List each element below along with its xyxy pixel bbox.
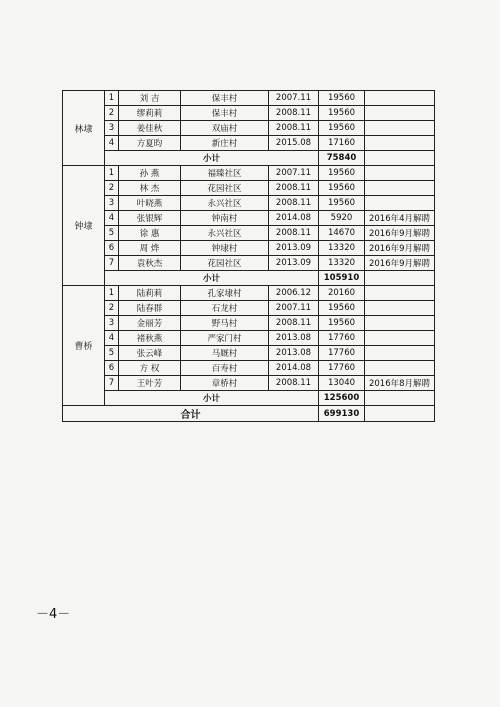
subtotal-value: 75840 — [319, 151, 365, 166]
note-cell — [365, 166, 435, 181]
date-cell: 2008.11 — [269, 376, 319, 391]
note-cell: 2016年8月解聘 — [365, 376, 435, 391]
subtotal-row — [63, 271, 435, 286]
note-cell — [365, 151, 435, 166]
subtotal-label: 小计 — [105, 271, 319, 286]
village-cell: 章桥村 — [181, 376, 269, 391]
row-number-cell: 2 — [105, 106, 119, 121]
table-row — [63, 301, 435, 316]
subtotal-value: 105910 — [319, 271, 365, 286]
date-cell: 2008.11 — [269, 226, 319, 241]
village-cell: 保丰村 — [181, 91, 269, 106]
table-row — [63, 196, 435, 211]
note-cell — [365, 106, 435, 121]
table-row — [63, 166, 435, 181]
village-cell: 永兴社区 — [181, 196, 269, 211]
name-cell: 张云峰 — [119, 346, 181, 361]
amount-cell: 17760 — [319, 361, 365, 376]
name-cell: 褚秋燕 — [119, 331, 181, 346]
note-cell — [365, 301, 435, 316]
date-cell: 2013.09 — [269, 241, 319, 256]
village-cell: 花园社区 — [181, 256, 269, 271]
note-cell: 2016年9月解聘 — [365, 226, 435, 241]
subtotal-row — [63, 391, 435, 406]
date-cell: 2013.08 — [269, 346, 319, 361]
subtotal-label: 小计 — [105, 151, 319, 166]
name-cell: 金丽芳 — [119, 316, 181, 331]
note-cell — [365, 181, 435, 196]
date-cell: 2014.08 — [269, 211, 319, 226]
roster-table — [62, 90, 435, 422]
note-cell — [365, 331, 435, 346]
row-number-cell: 3 — [105, 196, 119, 211]
total-row — [63, 406, 435, 422]
row-number-cell: 2 — [105, 301, 119, 316]
date-cell: 2008.11 — [269, 121, 319, 136]
subtotal-row — [63, 151, 435, 166]
amount-cell: 19560 — [319, 196, 365, 211]
note-cell — [365, 271, 435, 286]
amount-cell: 5920 — [319, 211, 365, 226]
row-number-cell: 1 — [105, 91, 119, 106]
table-row — [63, 181, 435, 196]
village-cell: 钟埭村 — [181, 241, 269, 256]
name-cell: 徐 惠 — [119, 226, 181, 241]
total-value: 699130 — [319, 406, 365, 422]
date-cell: 2008.11 — [269, 196, 319, 211]
date-cell: 2008.11 — [269, 106, 319, 121]
date-cell: 2014.08 — [269, 361, 319, 376]
table-row — [63, 136, 435, 151]
date-cell: 2008.11 — [269, 181, 319, 196]
row-number-cell: 3 — [105, 121, 119, 136]
name-cell: 林 杰 — [119, 181, 181, 196]
row-number-cell: 2 — [105, 181, 119, 196]
date-cell: 2007.11 — [269, 301, 319, 316]
name-cell: 方 权 — [119, 361, 181, 376]
note-cell: 2016年9月解聘 — [365, 241, 435, 256]
town-cell: 钟埭 — [63, 166, 105, 286]
amount-cell: 17160 — [319, 136, 365, 151]
total-label: 合计 — [63, 406, 319, 422]
table-row — [63, 376, 435, 391]
name-cell: 陆莉莉 — [119, 286, 181, 301]
note-cell — [365, 316, 435, 331]
town-cell: 林埭 — [63, 91, 105, 166]
date-cell: 2013.08 — [269, 331, 319, 346]
village-cell: 严家门村 — [181, 331, 269, 346]
note-cell: 2016年9月解聘 — [365, 256, 435, 271]
amount-cell: 19560 — [319, 166, 365, 181]
table-row — [63, 241, 435, 256]
row-number-cell: 3 — [105, 316, 119, 331]
village-cell: 石龙村 — [181, 301, 269, 316]
name-cell: 袁秋杰 — [119, 256, 181, 271]
row-number-cell: 6 — [105, 241, 119, 256]
date-cell: 2015.08 — [269, 136, 319, 151]
table-row — [63, 91, 435, 106]
date-cell: 2013.09 — [269, 256, 319, 271]
amount-cell: 19560 — [319, 121, 365, 136]
subtotal-label: 小计 — [105, 391, 319, 406]
note-cell — [365, 121, 435, 136]
amount-cell: 19560 — [319, 301, 365, 316]
row-number-cell: 7 — [105, 376, 119, 391]
table-row — [63, 346, 435, 361]
note-cell — [365, 361, 435, 376]
village-cell: 马厩村 — [181, 346, 269, 361]
date-cell: 2006.12 — [269, 286, 319, 301]
amount-cell: 13320 — [319, 241, 365, 256]
row-number-cell: 5 — [105, 346, 119, 361]
village-cell: 福臻社区 — [181, 166, 269, 181]
amount-cell: 13040 — [319, 376, 365, 391]
village-cell: 野马村 — [181, 316, 269, 331]
name-cell: 周 烨 — [119, 241, 181, 256]
table-row — [63, 256, 435, 271]
table-row — [63, 226, 435, 241]
village-cell: 永兴社区 — [181, 226, 269, 241]
subtotal-value: 125600 — [319, 391, 365, 406]
village-cell: 钟南村 — [181, 211, 269, 226]
date-cell: 2007.11 — [269, 91, 319, 106]
name-cell: 叶晓燕 — [119, 196, 181, 211]
note-cell — [365, 391, 435, 406]
row-number-cell: 5 — [105, 226, 119, 241]
row-number-cell: 4 — [105, 211, 119, 226]
village-cell: 双庙村 — [181, 121, 269, 136]
table-row — [63, 316, 435, 331]
table-row — [63, 286, 435, 301]
village-cell: 花园社区 — [181, 181, 269, 196]
note-cell — [365, 136, 435, 151]
amount-cell: 17760 — [319, 331, 365, 346]
table-row — [63, 331, 435, 346]
page-number: －4－ — [36, 607, 71, 622]
note-cell — [365, 91, 435, 106]
name-cell: 王叶芳 — [119, 376, 181, 391]
name-cell: 孙 燕 — [119, 166, 181, 181]
name-cell: 刘 吉 — [119, 91, 181, 106]
name-cell: 陆春群 — [119, 301, 181, 316]
row-number-cell: 6 — [105, 361, 119, 376]
village-cell: 新庄村 — [181, 136, 269, 151]
amount-cell: 19560 — [319, 316, 365, 331]
amount-cell: 19560 — [319, 91, 365, 106]
name-cell: 方夏昀 — [119, 136, 181, 151]
amount-cell: 20160 — [319, 286, 365, 301]
table-row — [63, 106, 435, 121]
row-number-cell: 1 — [105, 166, 119, 181]
note-cell: 2016年4月解聘 — [365, 211, 435, 226]
amount-cell: 19560 — [319, 181, 365, 196]
note-cell — [365, 406, 435, 422]
row-number-cell: 7 — [105, 256, 119, 271]
note-cell — [365, 346, 435, 361]
date-cell: 2007.11 — [269, 166, 319, 181]
table-row — [63, 121, 435, 136]
row-number-cell: 1 — [105, 286, 119, 301]
amount-cell: 14670 — [319, 226, 365, 241]
name-cell: 姜佳秋 — [119, 121, 181, 136]
village-cell: 百寿村 — [181, 361, 269, 376]
town-cell: 曹桥 — [63, 286, 105, 406]
row-number-cell: 4 — [105, 136, 119, 151]
table-row — [63, 211, 435, 226]
amount-cell: 19560 — [319, 106, 365, 121]
name-cell: 缪莉莉 — [119, 106, 181, 121]
name-cell: 张银辉 — [119, 211, 181, 226]
table-row — [63, 361, 435, 376]
village-cell: 孔家埭村 — [181, 286, 269, 301]
amount-cell: 17760 — [319, 346, 365, 361]
row-number-cell: 4 — [105, 331, 119, 346]
village-cell: 保丰村 — [181, 106, 269, 121]
note-cell — [365, 196, 435, 211]
date-cell: 2008.11 — [269, 316, 319, 331]
amount-cell: 13320 — [319, 256, 365, 271]
note-cell — [365, 286, 435, 301]
